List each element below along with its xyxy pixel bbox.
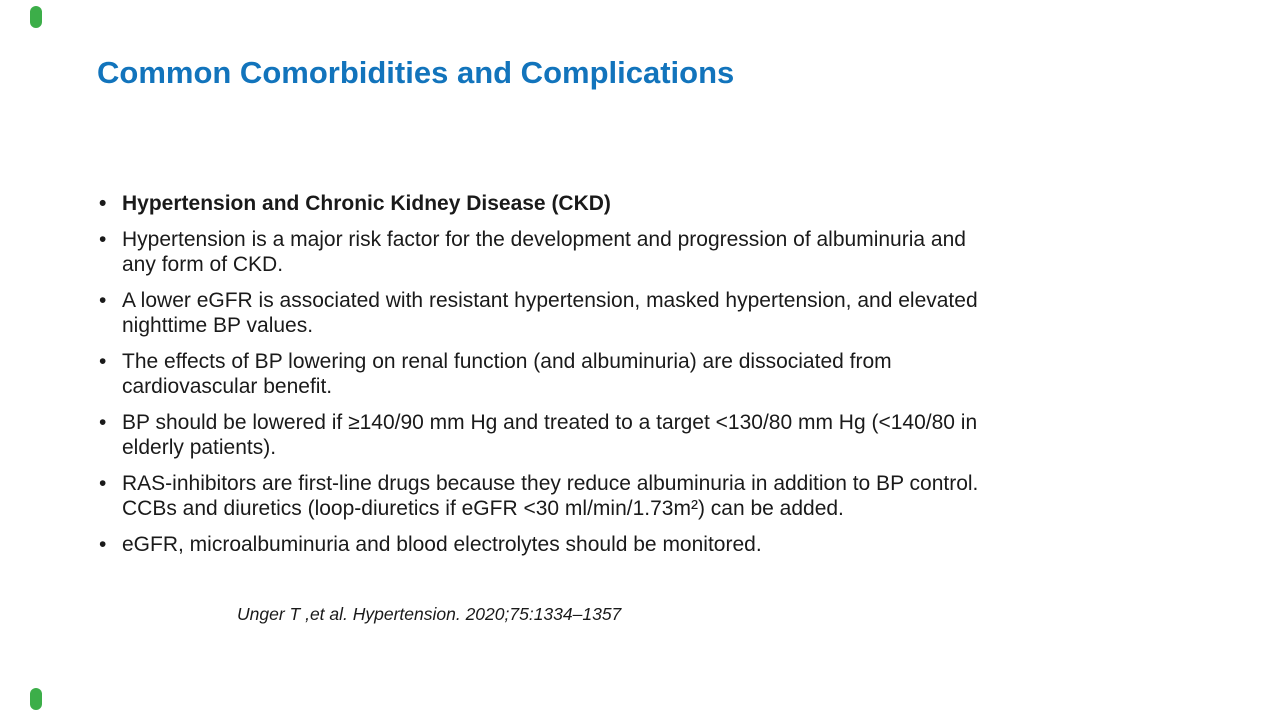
bullet-text	[122, 191, 611, 217]
bullet-line: RAS-inhibitors are first-line drugs because they reduce albuminuria in addition to BP control.	[122, 471, 979, 495]
bullet-text	[122, 349, 892, 400]
bullet-text	[122, 227, 966, 278]
bullet-item	[99, 288, 1189, 339]
green-accent-dash-bottom	[30, 688, 42, 710]
bullet-text	[122, 288, 978, 339]
bullet-item	[99, 471, 1189, 522]
green-accent-dash-top	[30, 6, 42, 28]
bullet-marker: •	[99, 288, 107, 312]
bullet-line: CCBs and diuretics (loop-diuretics if eGFR <30 ml/min/1.73m²) can be added.	[122, 497, 844, 520]
bullet-item	[99, 191, 1189, 217]
bullet-item	[99, 349, 1189, 400]
bullet-text	[122, 410, 977, 461]
bullet-line: A lower eGFR is associated with resistant hypertension, masked hypertension, and elevated	[122, 288, 978, 312]
bullet-list	[99, 191, 1189, 567]
bullet-text	[122, 532, 762, 558]
bullet-line: nighttime BP values.	[122, 314, 314, 337]
bullet-line: cardiovascular benefit.	[122, 375, 333, 398]
bullet-item	[99, 410, 1189, 461]
bullet-line: BP should be lowered if ≥140/90 mm Hg and treated to a target <130/80 mm Hg (<140/80 in	[122, 410, 978, 434]
bullet-marker: •	[99, 349, 107, 373]
bullet-item	[99, 227, 1189, 278]
bullet-marker: •	[99, 192, 107, 215]
bullet-line: The effects of BP lowering on renal function (and albuminuria) are dissociated from	[122, 349, 892, 373]
bullet-line: eGFR, microalbuminuria and blood electrolytes should be monitored.	[122, 532, 762, 556]
bullet-line: elderly patients).	[122, 436, 277, 459]
bullet-line: any form of CKD.	[122, 253, 284, 276]
bullet-marker: •	[99, 532, 107, 556]
bullet-marker: •	[99, 227, 107, 251]
slide-title: Common Comorbidities and Complications	[97, 55, 735, 90]
bullet-marker: •	[99, 471, 107, 495]
bullet-marker: •	[99, 410, 107, 434]
citation-reference: Unger T ,et al. Hypertension. 2020;75:1334–1357	[237, 604, 622, 624]
bullet-text	[122, 471, 978, 522]
bullet-line: Hypertension and Chronic Kidney Disease (CKD)	[122, 192, 611, 215]
bullet-item	[99, 532, 1189, 558]
bullet-line: Hypertension is a major risk factor for the development and progression of albuminuria and	[122, 227, 966, 251]
